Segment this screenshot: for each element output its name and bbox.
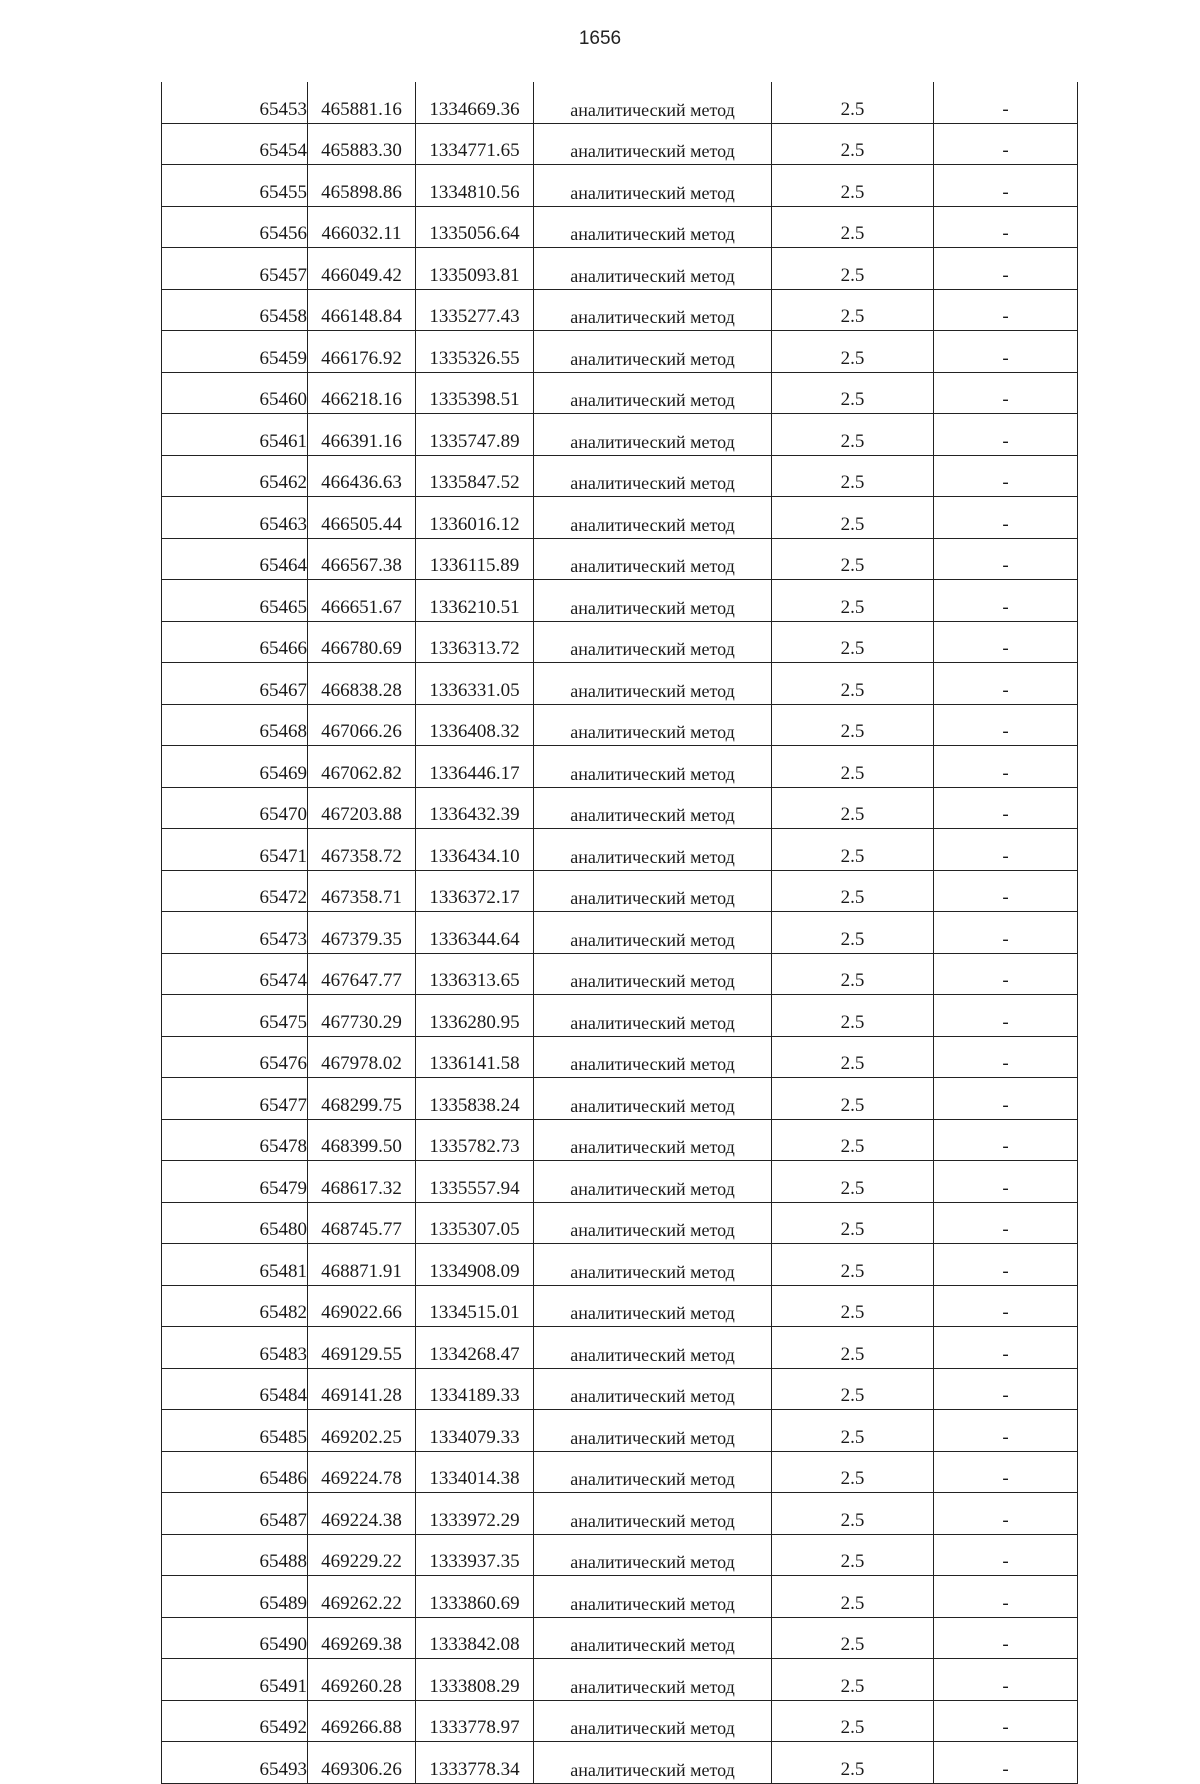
y-coordinate-cell: 1336210.51 xyxy=(416,580,534,622)
note-cell: - xyxy=(934,787,1078,829)
accuracy-cell: 2.5 xyxy=(772,1161,934,1203)
x-coordinate-cell: 465898.86 xyxy=(308,165,416,207)
accuracy-cell: 2.5 xyxy=(772,331,934,373)
x-coordinate-cell: 465881.16 xyxy=(308,82,416,123)
point-number-cell: 65470 xyxy=(162,787,308,829)
x-coordinate-cell: 469202.25 xyxy=(308,1410,416,1452)
x-coordinate-cell: 469262.22 xyxy=(308,1576,416,1618)
point-number-cell: 65473 xyxy=(162,912,308,954)
table-row xyxy=(162,289,1078,331)
method-cell: аналитический метод xyxy=(534,289,772,331)
point-number-cell: 65459 xyxy=(162,331,308,373)
method-cell: аналитический метод xyxy=(534,1534,772,1576)
x-coordinate-cell: 467730.29 xyxy=(308,995,416,1037)
method-cell: аналитический метод xyxy=(534,1078,772,1120)
note-cell: - xyxy=(934,1368,1078,1410)
x-coordinate-cell: 469141.28 xyxy=(308,1368,416,1410)
method-cell: аналитический метод xyxy=(534,1285,772,1327)
y-coordinate-cell: 1335782.73 xyxy=(416,1119,534,1161)
accuracy-cell: 2.5 xyxy=(772,1659,934,1701)
y-coordinate-cell: 1334810.56 xyxy=(416,165,534,207)
y-coordinate-cell: 1333860.69 xyxy=(416,1576,534,1618)
accuracy-cell: 2.5 xyxy=(772,372,934,414)
note-cell: - xyxy=(934,829,1078,871)
y-coordinate-cell: 1336016.12 xyxy=(416,497,534,539)
accuracy-cell: 2.5 xyxy=(772,1078,934,1120)
accuracy-cell: 2.5 xyxy=(772,1534,934,1576)
point-number-cell: 65453 xyxy=(162,82,308,123)
point-number-cell: 65464 xyxy=(162,538,308,580)
note-cell: - xyxy=(934,1410,1078,1452)
table-row xyxy=(162,248,1078,290)
point-number-cell: 65469 xyxy=(162,746,308,788)
point-number-cell: 65479 xyxy=(162,1161,308,1203)
y-coordinate-cell: 1336141.58 xyxy=(416,1036,534,1078)
y-coordinate-cell: 1336372.17 xyxy=(416,870,534,912)
table-row xyxy=(162,870,1078,912)
y-coordinate-cell: 1335847.52 xyxy=(416,455,534,497)
note-cell: - xyxy=(934,1161,1078,1203)
table-row xyxy=(162,621,1078,663)
table-row xyxy=(162,953,1078,995)
table-row xyxy=(162,1368,1078,1410)
note-cell: - xyxy=(934,1617,1078,1659)
method-cell: аналитический метод xyxy=(534,953,772,995)
point-number-cell: 65485 xyxy=(162,1410,308,1452)
accuracy-cell: 2.5 xyxy=(772,746,934,788)
note-cell: - xyxy=(934,704,1078,746)
note-cell: - xyxy=(934,1202,1078,1244)
method-cell: аналитический метод xyxy=(534,580,772,622)
method-cell: аналитический метод xyxy=(534,165,772,207)
y-coordinate-cell: 1335056.64 xyxy=(416,206,534,248)
y-coordinate-cell: 1333842.08 xyxy=(416,1617,534,1659)
method-cell: аналитический метод xyxy=(534,82,772,123)
page-number: 1656 xyxy=(578,28,622,49)
accuracy-cell: 2.5 xyxy=(772,995,934,1037)
table-row xyxy=(162,331,1078,373)
table-row xyxy=(162,123,1078,165)
y-coordinate-cell: 1334771.65 xyxy=(416,123,534,165)
note-cell: - xyxy=(934,1742,1078,1784)
y-coordinate-cell: 1336331.05 xyxy=(416,663,534,705)
table-row xyxy=(162,1576,1078,1618)
x-coordinate-cell: 467647.77 xyxy=(308,953,416,995)
table-row xyxy=(162,497,1078,539)
point-number-cell: 65471 xyxy=(162,829,308,871)
table-row xyxy=(162,1493,1078,1535)
accuracy-cell: 2.5 xyxy=(772,1576,934,1618)
method-cell: аналитический метод xyxy=(534,621,772,663)
point-number-cell: 65454 xyxy=(162,123,308,165)
y-coordinate-cell: 1334908.09 xyxy=(416,1244,534,1286)
method-cell: аналитический метод xyxy=(534,123,772,165)
accuracy-cell: 2.5 xyxy=(772,123,934,165)
x-coordinate-cell: 466567.38 xyxy=(308,538,416,580)
method-cell: аналитический метод xyxy=(534,1202,772,1244)
point-number-cell: 65488 xyxy=(162,1534,308,1576)
note-cell: - xyxy=(934,1078,1078,1120)
note-cell: - xyxy=(934,663,1078,705)
method-cell: аналитический метод xyxy=(534,1036,772,1078)
x-coordinate-cell: 469260.28 xyxy=(308,1659,416,1701)
accuracy-cell: 2.5 xyxy=(772,248,934,290)
note-cell: - xyxy=(934,1285,1078,1327)
x-coordinate-cell: 467203.88 xyxy=(308,787,416,829)
y-coordinate-cell: 1334079.33 xyxy=(416,1410,534,1452)
table-row xyxy=(162,1078,1078,1120)
x-coordinate-cell: 466838.28 xyxy=(308,663,416,705)
method-cell: аналитический метод xyxy=(534,414,772,456)
x-coordinate-cell: 465883.30 xyxy=(308,123,416,165)
y-coordinate-cell: 1336280.95 xyxy=(416,995,534,1037)
x-coordinate-cell: 467062.82 xyxy=(308,746,416,788)
accuracy-cell: 2.5 xyxy=(772,289,934,331)
method-cell: аналитический метод xyxy=(534,1119,772,1161)
table-row xyxy=(162,1742,1078,1784)
point-number-cell: 65491 xyxy=(162,1659,308,1701)
accuracy-cell: 2.5 xyxy=(772,580,934,622)
note-cell: - xyxy=(934,870,1078,912)
table-row xyxy=(162,1285,1078,1327)
method-cell: аналитический метод xyxy=(534,206,772,248)
accuracy-cell: 2.5 xyxy=(772,1368,934,1410)
table-row xyxy=(162,912,1078,954)
accuracy-cell: 2.5 xyxy=(772,787,934,829)
accuracy-cell: 2.5 xyxy=(772,206,934,248)
note-cell: - xyxy=(934,1036,1078,1078)
accuracy-cell: 2.5 xyxy=(772,1036,934,1078)
method-cell: аналитический метод xyxy=(534,870,772,912)
x-coordinate-cell: 468299.75 xyxy=(308,1078,416,1120)
method-cell: аналитический метод xyxy=(534,1327,772,1369)
table-row xyxy=(162,1119,1078,1161)
accuracy-cell: 2.5 xyxy=(772,82,934,123)
accuracy-cell: 2.5 xyxy=(772,1410,934,1452)
y-coordinate-cell: 1336446.17 xyxy=(416,746,534,788)
x-coordinate-cell: 468871.91 xyxy=(308,1244,416,1286)
accuracy-cell: 2.5 xyxy=(772,455,934,497)
y-coordinate-cell: 1336313.65 xyxy=(416,953,534,995)
accuracy-cell: 2.5 xyxy=(772,1700,934,1742)
table-row xyxy=(162,580,1078,622)
accuracy-cell: 2.5 xyxy=(772,1742,934,1784)
table-row xyxy=(162,663,1078,705)
point-number-cell: 65465 xyxy=(162,580,308,622)
table-row xyxy=(162,1617,1078,1659)
method-cell: аналитический метод xyxy=(534,1161,772,1203)
table-row xyxy=(162,1161,1078,1203)
method-cell: аналитический метод xyxy=(534,497,772,539)
y-coordinate-cell: 1336434.10 xyxy=(416,829,534,871)
accuracy-cell: 2.5 xyxy=(772,414,934,456)
x-coordinate-cell: 466148.84 xyxy=(308,289,416,331)
table-row xyxy=(162,1451,1078,1493)
point-number-cell: 65493 xyxy=(162,1742,308,1784)
x-coordinate-cell: 466032.11 xyxy=(308,206,416,248)
table-row xyxy=(162,1534,1078,1576)
y-coordinate-cell: 1335747.89 xyxy=(416,414,534,456)
y-coordinate-cell: 1334189.33 xyxy=(416,1368,534,1410)
method-cell: аналитический метод xyxy=(534,912,772,954)
point-number-cell: 65483 xyxy=(162,1327,308,1369)
table-row xyxy=(162,1659,1078,1701)
point-number-cell: 65462 xyxy=(162,455,308,497)
y-coordinate-cell: 1333778.34 xyxy=(416,1742,534,1784)
table-row xyxy=(162,787,1078,829)
y-coordinate-cell: 1335326.55 xyxy=(416,331,534,373)
y-coordinate-cell: 1333778.97 xyxy=(416,1700,534,1742)
method-cell: аналитический метод xyxy=(534,1410,772,1452)
point-number-cell: 65476 xyxy=(162,1036,308,1078)
x-coordinate-cell: 468399.50 xyxy=(308,1119,416,1161)
x-coordinate-cell: 466049.42 xyxy=(308,248,416,290)
y-coordinate-cell: 1335277.43 xyxy=(416,289,534,331)
table-row xyxy=(162,1202,1078,1244)
note-cell: - xyxy=(934,1534,1078,1576)
x-coordinate-cell: 467066.26 xyxy=(308,704,416,746)
x-coordinate-cell: 469306.26 xyxy=(308,1742,416,1784)
y-coordinate-cell: 1336432.39 xyxy=(416,787,534,829)
y-coordinate-cell: 1333808.29 xyxy=(416,1659,534,1701)
method-cell: аналитический метод xyxy=(534,1244,772,1286)
y-coordinate-cell: 1335307.05 xyxy=(416,1202,534,1244)
coordinates-table-body xyxy=(162,82,1078,1783)
table-row xyxy=(162,995,1078,1037)
accuracy-cell: 2.5 xyxy=(772,1119,934,1161)
method-cell: аналитический метод xyxy=(534,663,772,705)
note-cell: - xyxy=(934,455,1078,497)
y-coordinate-cell: 1334669.36 xyxy=(416,82,534,123)
note-cell: - xyxy=(934,372,1078,414)
x-coordinate-cell: 466651.67 xyxy=(308,580,416,622)
method-cell: аналитический метод xyxy=(534,1368,772,1410)
method-cell: аналитический метод xyxy=(534,248,772,290)
point-number-cell: 65482 xyxy=(162,1285,308,1327)
point-number-cell: 65487 xyxy=(162,1493,308,1535)
note-cell: - xyxy=(934,82,1078,123)
point-number-cell: 65467 xyxy=(162,663,308,705)
x-coordinate-cell: 466505.44 xyxy=(308,497,416,539)
y-coordinate-cell: 1336115.89 xyxy=(416,538,534,580)
point-number-cell: 65492 xyxy=(162,1700,308,1742)
method-cell: аналитический метод xyxy=(534,1451,772,1493)
point-number-cell: 65478 xyxy=(162,1119,308,1161)
point-number-cell: 65461 xyxy=(162,414,308,456)
note-cell: - xyxy=(934,912,1078,954)
note-cell: - xyxy=(934,538,1078,580)
note-cell: - xyxy=(934,165,1078,207)
method-cell: аналитический метод xyxy=(534,1493,772,1535)
accuracy-cell: 2.5 xyxy=(772,870,934,912)
table-row xyxy=(162,1036,1078,1078)
method-cell: аналитический метод xyxy=(534,331,772,373)
accuracy-cell: 2.5 xyxy=(772,1244,934,1286)
method-cell: аналитический метод xyxy=(534,1700,772,1742)
x-coordinate-cell: 469224.38 xyxy=(308,1493,416,1535)
note-cell: - xyxy=(934,248,1078,290)
note-cell: - xyxy=(934,953,1078,995)
point-number-cell: 65460 xyxy=(162,372,308,414)
table-row xyxy=(162,746,1078,788)
x-coordinate-cell: 469266.88 xyxy=(308,1700,416,1742)
x-coordinate-cell: 466436.63 xyxy=(308,455,416,497)
y-coordinate-cell: 1334515.01 xyxy=(416,1285,534,1327)
point-number-cell: 65489 xyxy=(162,1576,308,1618)
method-cell: аналитический метод xyxy=(534,455,772,497)
method-cell: аналитический метод xyxy=(534,538,772,580)
note-cell: - xyxy=(934,1451,1078,1493)
x-coordinate-cell: 466176.92 xyxy=(308,331,416,373)
note-cell: - xyxy=(934,414,1078,456)
x-coordinate-cell: 469229.22 xyxy=(308,1534,416,1576)
method-cell: аналитический метод xyxy=(534,746,772,788)
point-number-cell: 65481 xyxy=(162,1244,308,1286)
point-number-cell: 65490 xyxy=(162,1617,308,1659)
accuracy-cell: 2.5 xyxy=(772,165,934,207)
point-number-cell: 65472 xyxy=(162,870,308,912)
point-number-cell: 65486 xyxy=(162,1451,308,1493)
y-coordinate-cell: 1336313.72 xyxy=(416,621,534,663)
table-row xyxy=(162,1327,1078,1369)
y-coordinate-cell: 1333972.29 xyxy=(416,1493,534,1535)
point-number-cell: 65466 xyxy=(162,621,308,663)
x-coordinate-cell: 469129.55 xyxy=(308,1327,416,1369)
table-row xyxy=(162,1244,1078,1286)
note-cell: - xyxy=(934,1700,1078,1742)
x-coordinate-cell: 468617.32 xyxy=(308,1161,416,1203)
accuracy-cell: 2.5 xyxy=(772,704,934,746)
table-row xyxy=(162,165,1078,207)
accuracy-cell: 2.5 xyxy=(772,1617,934,1659)
note-cell: - xyxy=(934,1327,1078,1369)
point-number-cell: 65474 xyxy=(162,953,308,995)
y-coordinate-cell: 1336344.64 xyxy=(416,912,534,954)
note-cell: - xyxy=(934,746,1078,788)
point-number-cell: 65477 xyxy=(162,1078,308,1120)
accuracy-cell: 2.5 xyxy=(772,1202,934,1244)
point-number-cell: 65484 xyxy=(162,1368,308,1410)
x-coordinate-cell: 469224.78 xyxy=(308,1451,416,1493)
point-number-cell: 65457 xyxy=(162,248,308,290)
x-coordinate-cell: 466218.16 xyxy=(308,372,416,414)
method-cell: аналитический метод xyxy=(534,1617,772,1659)
y-coordinate-cell: 1334268.47 xyxy=(416,1327,534,1369)
note-cell: - xyxy=(934,621,1078,663)
note-cell: - xyxy=(934,206,1078,248)
point-number-cell: 65468 xyxy=(162,704,308,746)
point-number-cell: 65458 xyxy=(162,289,308,331)
x-coordinate-cell: 467379.35 xyxy=(308,912,416,954)
x-coordinate-cell: 467358.71 xyxy=(308,870,416,912)
note-cell: - xyxy=(934,1119,1078,1161)
accuracy-cell: 2.5 xyxy=(772,1451,934,1493)
y-coordinate-cell: 1335557.94 xyxy=(416,1161,534,1203)
accuracy-cell: 2.5 xyxy=(772,1493,934,1535)
method-cell: аналитический метод xyxy=(534,704,772,746)
note-cell: - xyxy=(934,497,1078,539)
x-coordinate-cell: 467358.72 xyxy=(308,829,416,871)
accuracy-cell: 2.5 xyxy=(772,538,934,580)
method-cell: аналитический метод xyxy=(534,372,772,414)
table-row xyxy=(162,538,1078,580)
y-coordinate-cell: 1334014.38 xyxy=(416,1451,534,1493)
method-cell: аналитический метод xyxy=(534,1742,772,1784)
x-coordinate-cell: 467978.02 xyxy=(308,1036,416,1078)
note-cell: - xyxy=(934,1576,1078,1618)
method-cell: аналитический метод xyxy=(534,787,772,829)
x-coordinate-cell: 466780.69 xyxy=(308,621,416,663)
accuracy-cell: 2.5 xyxy=(772,497,934,539)
accuracy-cell: 2.5 xyxy=(772,953,934,995)
method-cell: аналитический метод xyxy=(534,1576,772,1618)
table-row xyxy=(162,829,1078,871)
table-row xyxy=(162,704,1078,746)
x-coordinate-cell: 466391.16 xyxy=(308,414,416,456)
note-cell: - xyxy=(934,1493,1078,1535)
x-coordinate-cell: 469022.66 xyxy=(308,1285,416,1327)
point-number-cell: 65463 xyxy=(162,497,308,539)
table-row xyxy=(162,1700,1078,1742)
table-row xyxy=(162,1410,1078,1452)
method-cell: аналитический метод xyxy=(534,995,772,1037)
y-coordinate-cell: 1335838.24 xyxy=(416,1078,534,1120)
x-coordinate-cell: 468745.77 xyxy=(308,1202,416,1244)
point-number-cell: 65480 xyxy=(162,1202,308,1244)
point-number-cell: 65475 xyxy=(162,995,308,1037)
table-row xyxy=(162,372,1078,414)
accuracy-cell: 2.5 xyxy=(772,1327,934,1369)
coordinates-table xyxy=(161,82,1078,1784)
note-cell: - xyxy=(934,1659,1078,1701)
y-coordinate-cell: 1333937.35 xyxy=(416,1534,534,1576)
table-row xyxy=(162,206,1078,248)
table-row xyxy=(162,414,1078,456)
y-coordinate-cell: 1335398.51 xyxy=(416,372,534,414)
note-cell: - xyxy=(934,1244,1078,1286)
y-coordinate-cell: 1336408.32 xyxy=(416,704,534,746)
accuracy-cell: 2.5 xyxy=(772,912,934,954)
method-cell: аналитический метод xyxy=(534,1659,772,1701)
point-number-cell: 65455 xyxy=(162,165,308,207)
note-cell: - xyxy=(934,995,1078,1037)
method-cell: аналитический метод xyxy=(534,829,772,871)
point-number-cell: 65456 xyxy=(162,206,308,248)
y-coordinate-cell: 1335093.81 xyxy=(416,248,534,290)
accuracy-cell: 2.5 xyxy=(772,663,934,705)
accuracy-cell: 2.5 xyxy=(772,1285,934,1327)
x-coordinate-cell: 469269.38 xyxy=(308,1617,416,1659)
table-row xyxy=(162,82,1078,123)
accuracy-cell: 2.5 xyxy=(772,621,934,663)
note-cell: - xyxy=(934,289,1078,331)
accuracy-cell: 2.5 xyxy=(772,829,934,871)
note-cell: - xyxy=(934,580,1078,622)
note-cell: - xyxy=(934,123,1078,165)
table-row xyxy=(162,455,1078,497)
note-cell: - xyxy=(934,331,1078,373)
